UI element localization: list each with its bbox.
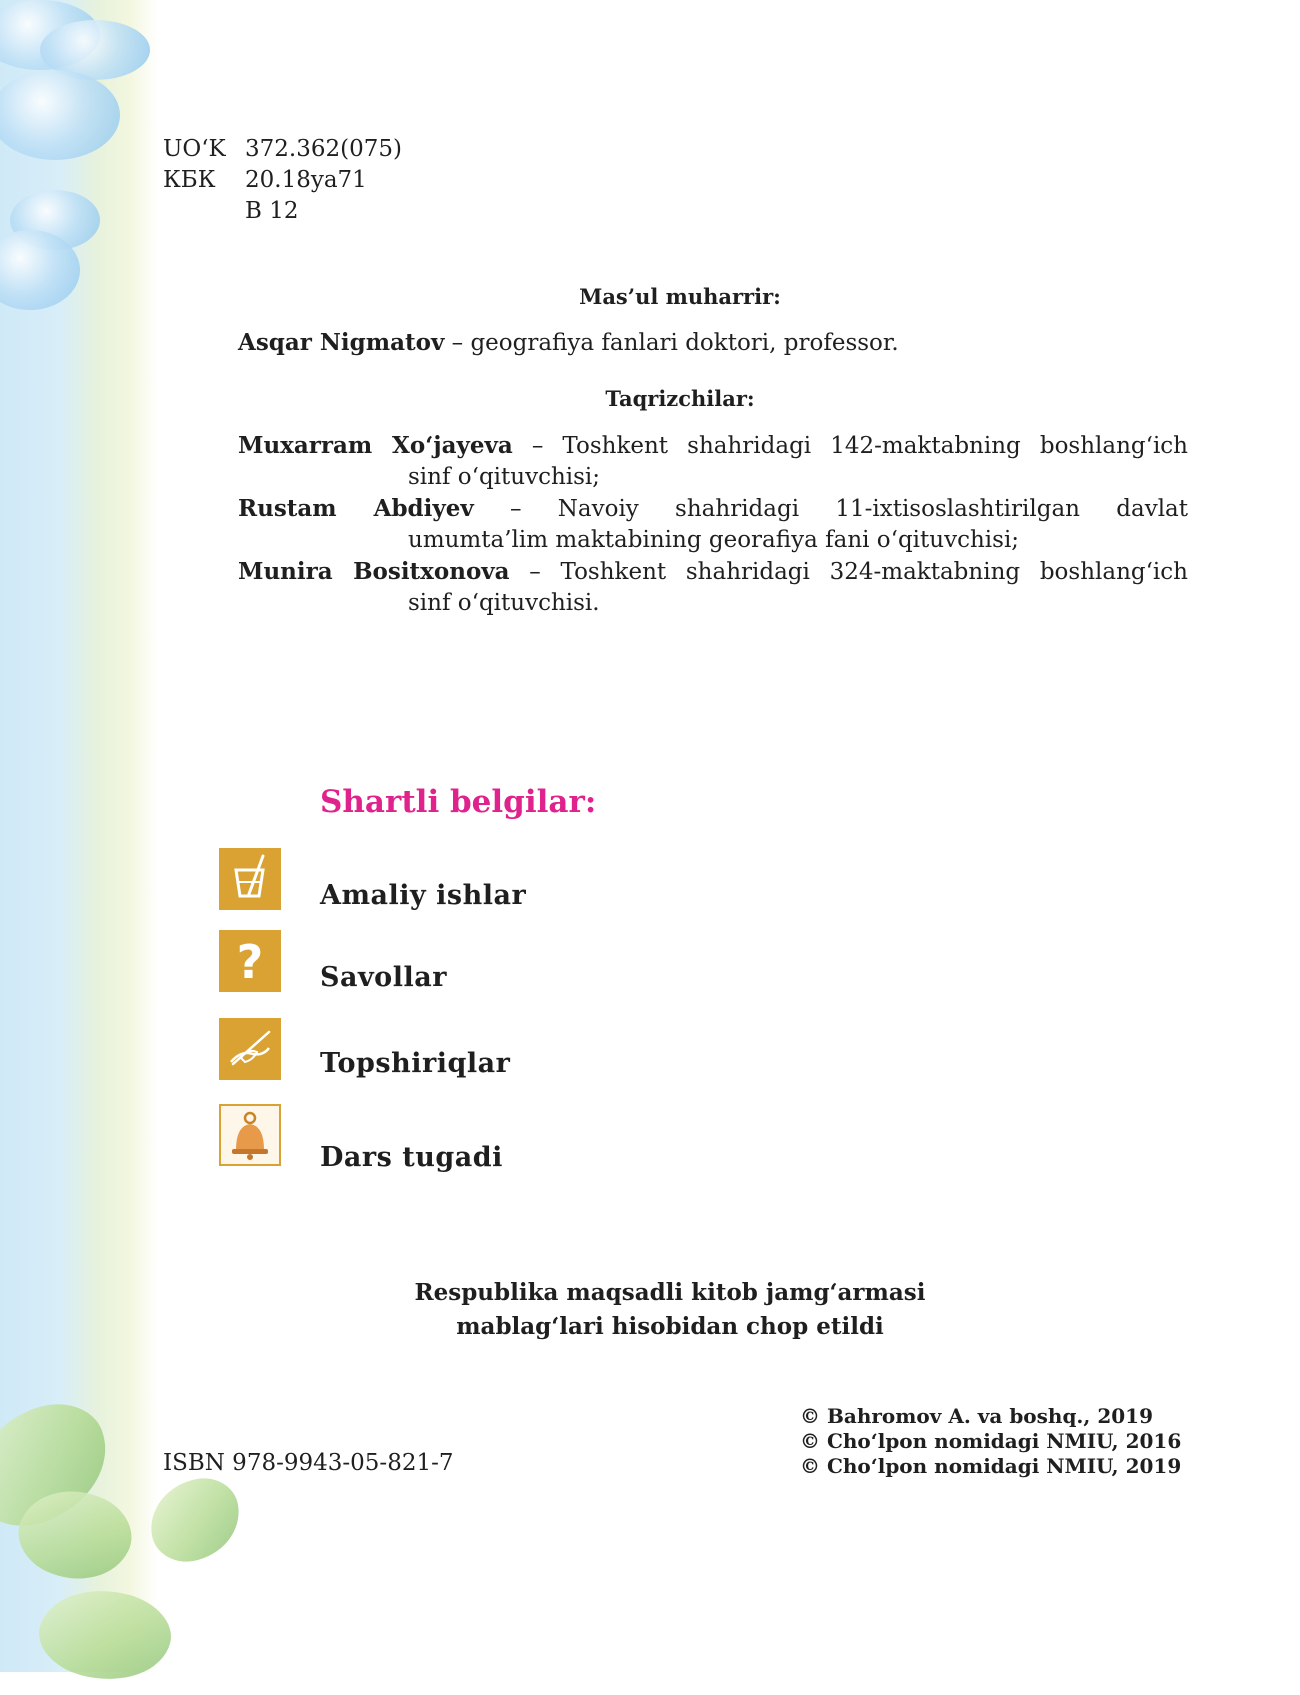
reviewers-heading: Taqrizchilar: — [605, 386, 755, 411]
copyright-line: © Bahromov A. va boshq., 2019 — [800, 1404, 1153, 1428]
glass-brush-icon — [219, 848, 281, 910]
legend-label-tasks: Topshiriqlar — [320, 1048, 511, 1079]
reviewer-name: Muxarram Xo‘jayeva — [238, 432, 513, 459]
reviewer-name: Rustam Abdiyev — [238, 495, 474, 522]
reviewer-entry — [238, 556, 1188, 619]
catalog-row — [163, 134, 402, 165]
reviewer-entry — [238, 430, 1188, 493]
editor-heading: Mas’ul muharrir: — [579, 284, 781, 309]
reviewer-description: – Toshkent shahridagi 324-maktabning boshlang‘ich — [509, 559, 1188, 585]
decorative-side-band — [0, 0, 158, 1672]
catalog-row — [163, 196, 402, 227]
editor-line — [238, 329, 899, 356]
svg-text:?: ? — [236, 935, 264, 989]
reviewers-list — [238, 430, 1188, 619]
catalog-value: B 12 — [245, 198, 299, 224]
reviewer-name: Munira Bositxonova — [238, 558, 510, 585]
reviewer-continuation: umumta’lim maktabining georafiya fani o‘qituvchisi; — [408, 527, 1020, 553]
reviewer-description: – Navoiy shahridagi 11-ixtisoslashtirilgan davlat — [473, 496, 1188, 522]
reviewer-line — [238, 493, 1188, 525]
copyright-block — [800, 1404, 1181, 1479]
legend-label-practical: Amaliy ishlar — [320, 880, 527, 911]
catalog-value: 372.362(075) — [245, 136, 402, 162]
catalog-block — [163, 134, 402, 227]
leaf-decoration — [144, 1473, 247, 1567]
question-icon — [219, 930, 281, 992]
editor-description: – geografiya fanlari doktori, professor. — [444, 330, 899, 356]
legend-title: Shartli belgilar: — [320, 784, 597, 820]
catalog-key: UO‘K — [163, 136, 226, 162]
legend-label-lesson-end: Dars tugadi — [320, 1142, 503, 1173]
copyright-line: © Cho‘lpon nomidagi NMIU, 2016 — [800, 1429, 1182, 1453]
cloud-decoration — [0, 70, 120, 160]
funding-line: mablag‘lari hisobidan chop etildi — [456, 1313, 884, 1340]
writing-hand-icon — [219, 1018, 281, 1080]
reviewer-continuation: sinf o‘qituvchisi. — [408, 590, 600, 616]
reviewer-continuation: sinf o‘qituvchisi; — [408, 464, 601, 490]
funding-line: Respublika maqsadli kitob jamg‘armasi — [414, 1279, 926, 1306]
catalog-value: 20.18ya71 — [245, 167, 367, 193]
isbn: ISBN 978-9943-05-821-7 — [163, 1450, 454, 1476]
reviewer-description: – Toshkent shahridagi 142-maktabning boshlang‘ich — [512, 433, 1188, 459]
reviewer-line — [238, 556, 1188, 588]
catalog-key: КБК — [163, 167, 216, 193]
editor-name: Asqar Nigmatov — [238, 329, 445, 356]
copyright-line: © Cho‘lpon nomidagi NMIU, 2019 — [800, 1454, 1182, 1478]
reviewer-entry — [238, 493, 1188, 556]
reviewer-line — [238, 430, 1188, 462]
bell-icon — [219, 1104, 281, 1166]
leaf-decoration — [31, 1575, 180, 1695]
legend-label-questions: Savollar — [320, 962, 447, 993]
catalog-row — [163, 165, 402, 196]
funding-note — [380, 1276, 960, 1344]
